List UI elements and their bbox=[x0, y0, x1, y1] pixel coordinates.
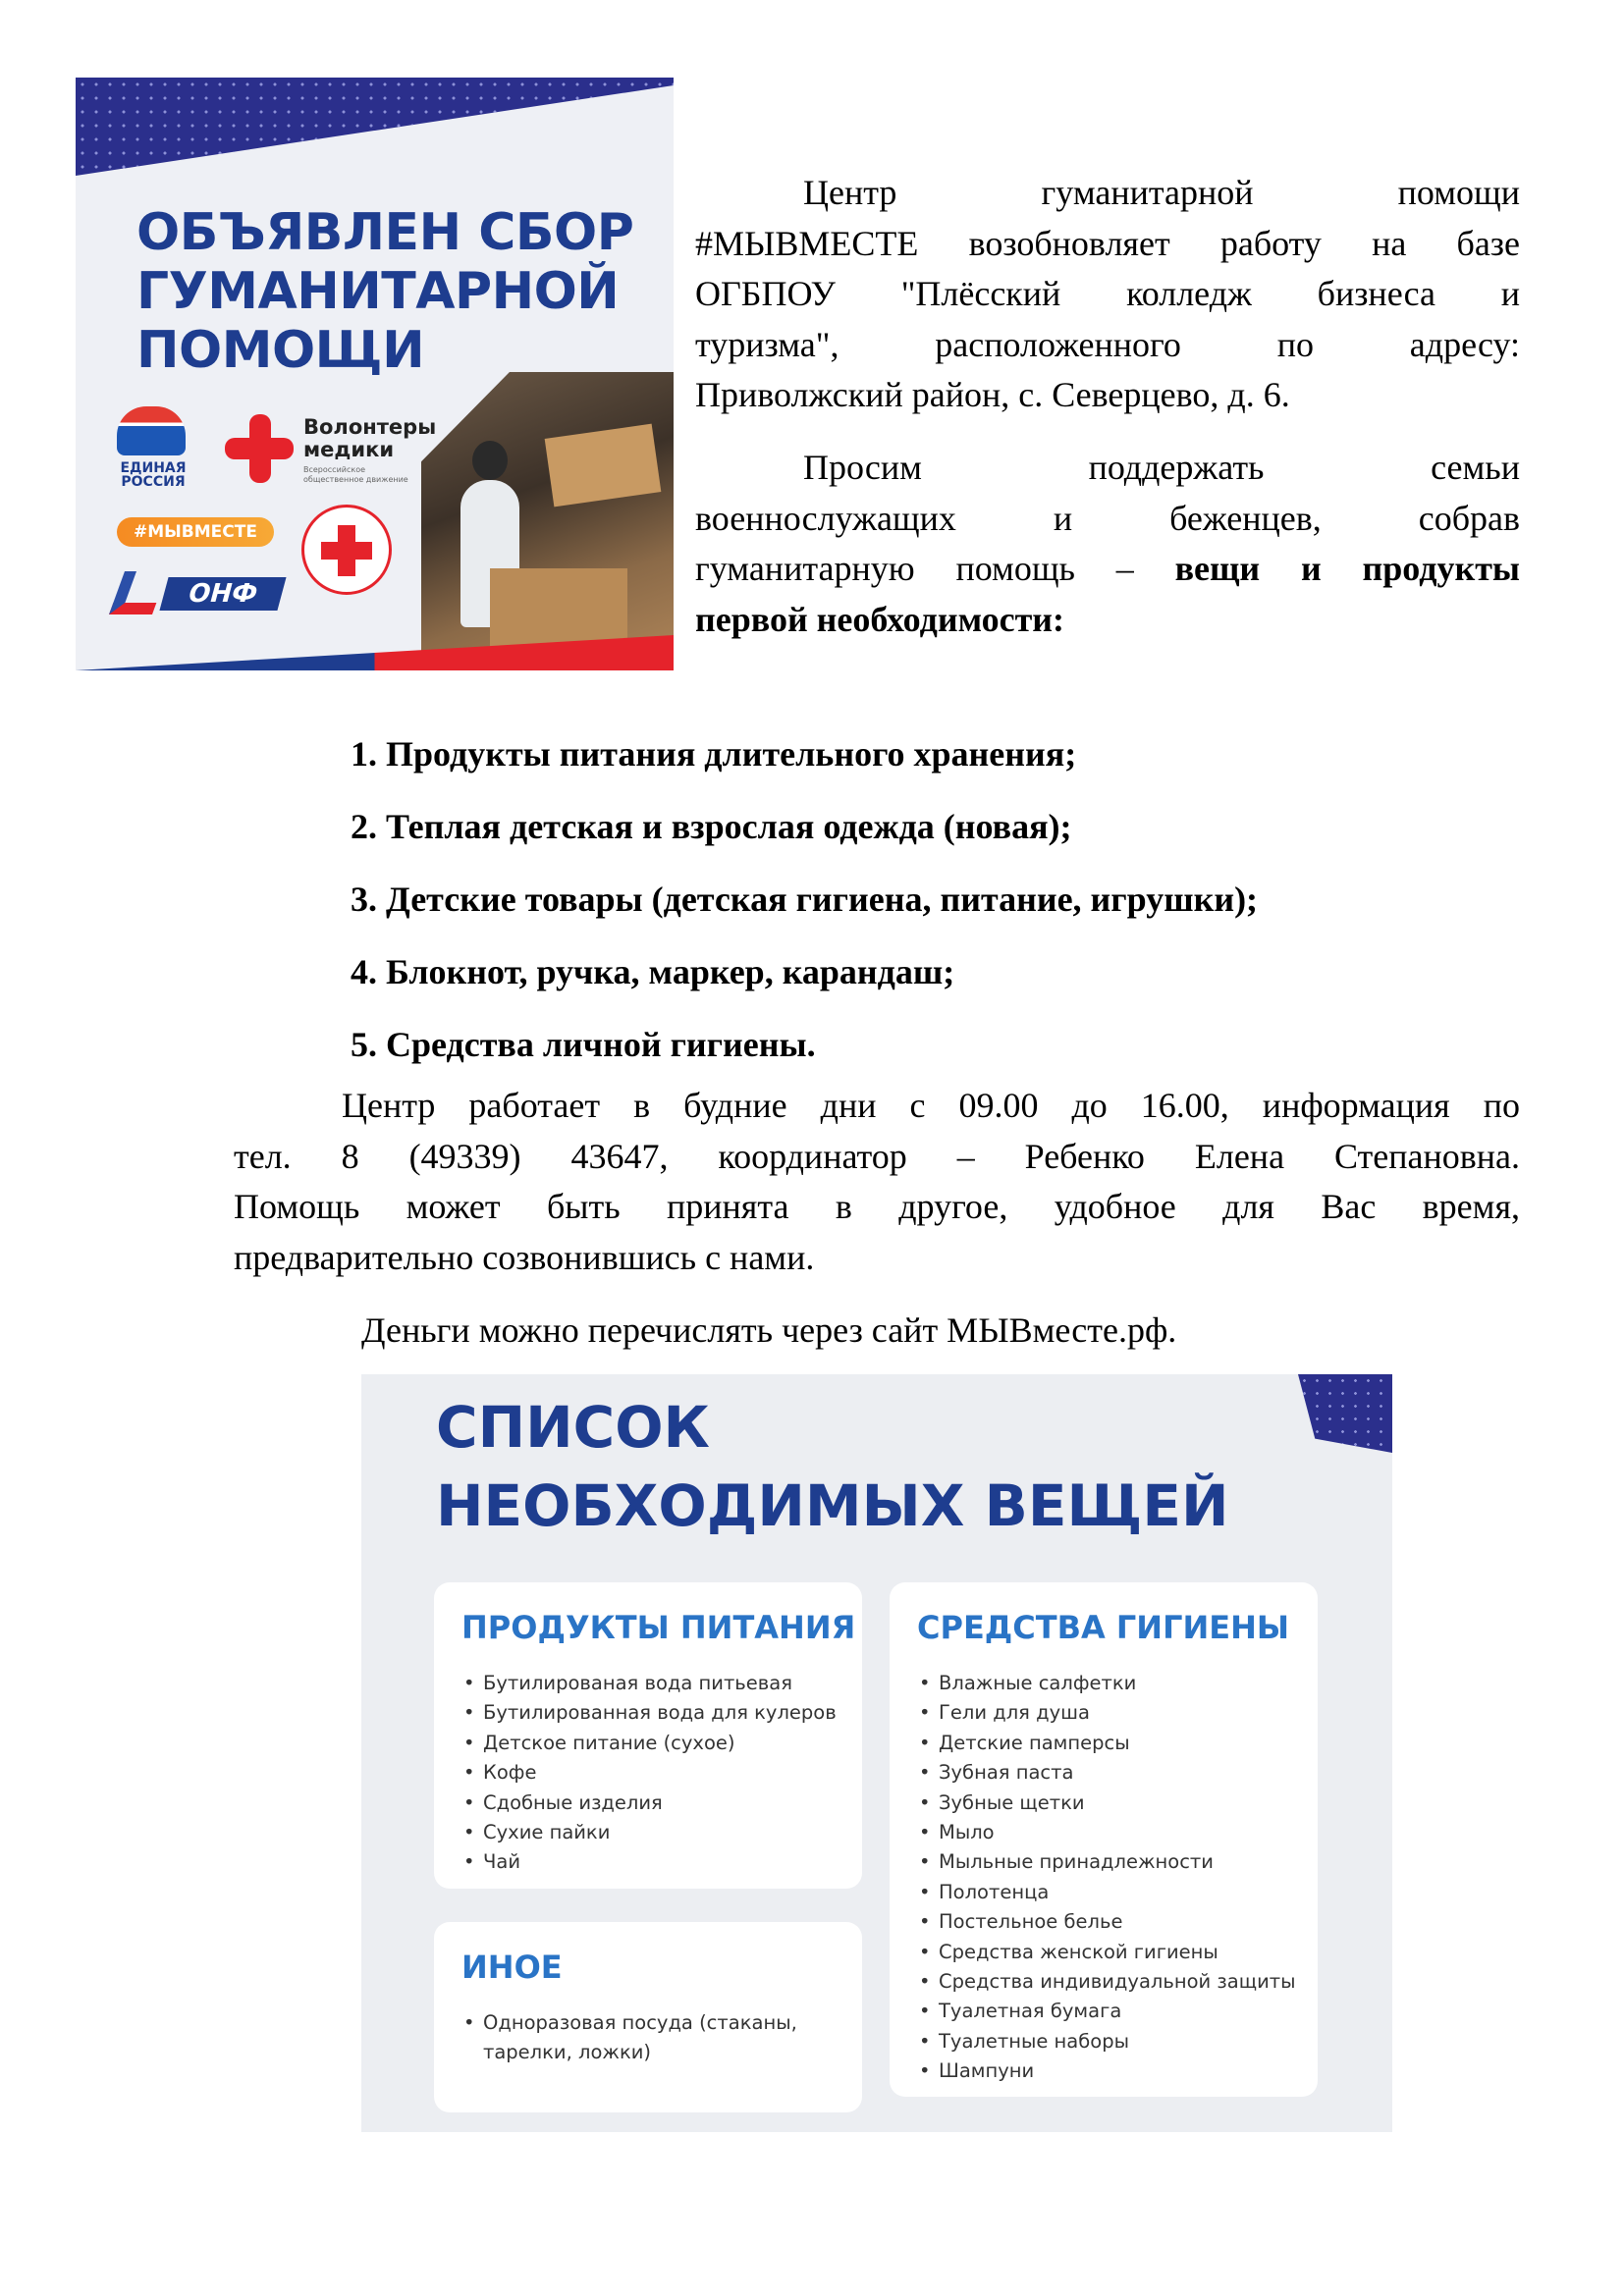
request-line: Просим поддержать семьи bbox=[803, 448, 1520, 487]
list-item: • Детское питание (сухое) bbox=[461, 1729, 837, 1758]
intro-line: #МЫВМЕСТЕ возобновляет работу на базе bbox=[695, 223, 1520, 263]
list-item: 4. Блокнот, ручка, маркер, карандаш; bbox=[351, 952, 955, 991]
schedule-line: предварительно созвонившись с нами. bbox=[234, 1237, 815, 1277]
poster-title-line: ОБЪЯВЛЕН СБОР bbox=[136, 203, 634, 262]
hygiene-card-title: СРЕДСТВА ГИГИЕНЫ bbox=[917, 1609, 1290, 1646]
infographic-title-line: СПИСОК bbox=[436, 1394, 710, 1461]
poster-dots-band bbox=[76, 78, 674, 176]
list-item: • Гели для душа bbox=[917, 1698, 1296, 1728]
list-item: • Мыло bbox=[917, 1818, 1296, 1847]
photo-person-head bbox=[472, 441, 508, 480]
red-cross-logo bbox=[301, 505, 392, 595]
onf-logo-text: ОНФ bbox=[159, 577, 286, 611]
other-card-title: ИНОЕ bbox=[461, 1949, 563, 1986]
request-paragraph bbox=[695, 443, 1520, 645]
intro-line: Приволжский район, с. Северцево, д. 6. bbox=[695, 375, 1290, 414]
food-card-title: ПРОДУКТЫ ПИТАНИЯ bbox=[461, 1609, 856, 1646]
schedule-paragraph bbox=[234, 1081, 1520, 1283]
poster-title-line: ГУМАНИТАРНОЙ bbox=[136, 262, 620, 321]
volunteers-medics-subtitle: Всероссийское общественное движение bbox=[303, 465, 408, 484]
logo-text-line: Волонтеры bbox=[303, 415, 437, 439]
intro-line: ОГБПОУ "Плёсский колледж бизнеса и bbox=[695, 274, 1520, 313]
other-items bbox=[461, 2008, 807, 2068]
list-item: • Полотенца bbox=[917, 1878, 1296, 1907]
list-item: • Одноразовая посуда (стаканы, тарелки, ложки) bbox=[461, 2008, 807, 2068]
hashtag-badge: #МЫВМЕСТЕ bbox=[117, 517, 274, 547]
needed-items-infographic bbox=[361, 1374, 1392, 2132]
list-item: • Зубные щетки bbox=[917, 1789, 1296, 1818]
request-line: первой необходимости: bbox=[695, 599, 1065, 639]
hygiene-items bbox=[917, 1669, 1296, 2087]
list-item: • Детские памперсы bbox=[917, 1729, 1296, 1758]
list-item: 5. Средства личной гигиены. bbox=[351, 1025, 816, 1064]
list-item: 1. Продукты питания длительного хранения; bbox=[351, 734, 1077, 774]
volunteers-medics-name bbox=[303, 416, 436, 461]
schedule-line: Центр работает в будние дни с 09.00 до 16.00, информация по bbox=[342, 1086, 1520, 1125]
poster-title-line: ПОМОЩИ bbox=[136, 321, 425, 380]
food-items bbox=[461, 1669, 837, 1878]
list-item: • Сдобные изделия bbox=[461, 1789, 837, 1818]
logo-text-line: ЕДИНАЯ bbox=[120, 460, 187, 476]
list-item: • Сухие пайки bbox=[461, 1818, 837, 1847]
bear-icon bbox=[117, 406, 186, 455]
logo-text-line: медики bbox=[303, 438, 395, 461]
onf-logo bbox=[117, 571, 289, 614]
united-russia-logo bbox=[117, 406, 189, 497]
infographic-title bbox=[436, 1388, 1320, 1545]
photo-box bbox=[545, 424, 662, 507]
united-russia-logo-text bbox=[117, 461, 189, 489]
poster-image bbox=[76, 78, 674, 670]
volunteers-photo bbox=[421, 372, 674, 670]
infographic-title-line: НЕОБХОДИМЫХ ВЕЩЕЙ bbox=[436, 1472, 1229, 1539]
intro-line: туризма", расположенного по адресу: bbox=[695, 324, 1520, 364]
list-item: • Мыльные принадлежности bbox=[917, 1847, 1296, 1877]
list-item: • Зубная паста bbox=[917, 1758, 1296, 1788]
list-item: • Средства женской гигиены bbox=[917, 1938, 1296, 1967]
list-item: • Шампуни bbox=[917, 2056, 1296, 2086]
intro-line: Центр гуманитарной помощи bbox=[803, 173, 1520, 212]
intro-paragraph bbox=[695, 168, 1520, 421]
list-item: • Туалетные наборы bbox=[917, 2027, 1296, 2056]
logo-text-line: РОССИЯ bbox=[121, 474, 186, 490]
hygiene-card bbox=[890, 1582, 1318, 2097]
medical-cross-icon bbox=[225, 414, 294, 483]
list-item: • Кофе bbox=[461, 1758, 837, 1788]
schedule-line: тел. 8 (49339) 43647, координатор – Ребенко Елена Степановна. bbox=[234, 1136, 1520, 1176]
list-item: 2. Теплая детская и взрослая одежда (новая); bbox=[351, 807, 1072, 846]
list-item: • Постельное белье bbox=[917, 1907, 1296, 1937]
list-item: • Чай bbox=[461, 1847, 837, 1877]
list-item: • Влажные салфетки bbox=[917, 1669, 1296, 1698]
list-item: • Туалетная бумага bbox=[917, 1997, 1296, 2026]
needed-items-list bbox=[351, 718, 1529, 1081]
list-item: • Бутилированная вода для кулеров bbox=[461, 1698, 837, 1728]
poster-title bbox=[136, 203, 647, 380]
request-line: гуманитарную помощь – вещи и продукты bbox=[695, 549, 1520, 588]
request-line: военнослужащих и беженцев, собрав bbox=[695, 498, 1520, 538]
volunteers-medics-logo bbox=[215, 414, 441, 493]
list-item: • Бутилированая вода питьевая bbox=[461, 1669, 837, 1698]
money-transfer-note: Деньги можно перечислять через сайт МЫВместе.рф. bbox=[361, 1310, 1177, 1350]
list-item: • Средства индивидуальной защиты bbox=[917, 1967, 1296, 1997]
other-card bbox=[434, 1922, 862, 2112]
list-item: 3. Детские товары (детская гигиена, питание, игрушки); bbox=[351, 880, 1259, 919]
schedule-line: Помощь может быть принята в другое, удобное для Вас время, bbox=[234, 1187, 1520, 1226]
food-card bbox=[434, 1582, 862, 1889]
